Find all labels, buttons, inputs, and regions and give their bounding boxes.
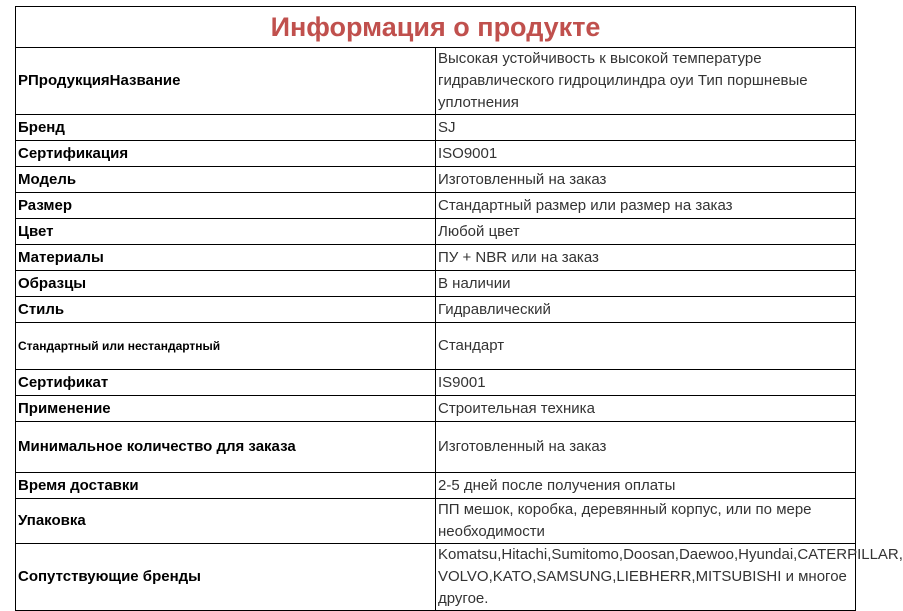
table-row xyxy=(16,370,856,396)
table-title-row xyxy=(16,7,856,48)
table-row xyxy=(16,323,856,370)
product-info-table xyxy=(15,6,903,611)
row-label: Стандартный или нестандартный xyxy=(16,323,436,370)
table-row xyxy=(16,396,856,422)
row-label: Стиль xyxy=(16,297,436,323)
row-value: Строительная техника xyxy=(436,396,856,422)
row-value: Гидравлический xyxy=(436,297,856,323)
row-label: Цвет xyxy=(16,219,436,245)
row-label: Время доставки xyxy=(16,473,436,499)
row-label: РПродукцияНазвание xyxy=(16,48,436,115)
table-row xyxy=(16,219,856,245)
row-label: Материалы xyxy=(16,245,436,271)
row-value: ПУ + NBR или на заказ xyxy=(436,245,856,271)
row-value: ПП мешок, коробка, деревянный корпус, или по мере необходимости xyxy=(436,499,856,544)
row-label: Сертификация xyxy=(16,141,436,167)
row-label: Размер xyxy=(16,193,436,219)
row-value: Любой цвет xyxy=(436,219,856,245)
row-label: Образцы xyxy=(16,271,436,297)
row-label: Сертификат xyxy=(16,370,436,396)
table-row xyxy=(16,473,856,499)
row-value: SJ xyxy=(436,115,856,141)
row-value: Изготовленный на заказ xyxy=(436,167,856,193)
row-value: Стандарт xyxy=(436,323,856,370)
row-label: Применение xyxy=(16,396,436,422)
row-value: IS9001 xyxy=(436,370,856,396)
row-label: Сопутствующие бренды xyxy=(16,544,436,611)
table-row xyxy=(16,48,856,115)
row-value: 2-5 дней после получения оплаты xyxy=(436,473,856,499)
table-row xyxy=(16,544,856,611)
row-label: Модель xyxy=(16,167,436,193)
table-row xyxy=(16,167,856,193)
product-info-table-container xyxy=(15,6,903,611)
row-label: Минимальное количество для заказа xyxy=(16,422,436,473)
row-value: Komatsu,Hitachi,Sumitomo,Doosan,Daewoo,Hyundai,CATERPILLAR, VOLVO,KATO,SAMSUNG,LIEBHERR,MITSUBISHI и многое другое. xyxy=(436,544,856,611)
row-value: В наличии xyxy=(436,271,856,297)
row-label: Упаковка xyxy=(16,499,436,544)
table-row xyxy=(16,422,856,473)
row-value: ISO9001 xyxy=(436,141,856,167)
row-label: Бренд xyxy=(16,115,436,141)
row-value: Высокая устойчивость к высокой температуре гидравлического гидроцилиндра оуи Тип поршневые уплотнения xyxy=(436,48,856,115)
table-row xyxy=(16,193,856,219)
table-title: Информация о продукте xyxy=(16,7,856,48)
row-value: Стандартный размер или размер на заказ xyxy=(436,193,856,219)
table-row xyxy=(16,115,856,141)
table-row xyxy=(16,141,856,167)
table-row xyxy=(16,271,856,297)
table-row xyxy=(16,297,856,323)
row-value: Изготовленный на заказ xyxy=(436,422,856,473)
table-row xyxy=(16,499,856,544)
table-row xyxy=(16,245,856,271)
